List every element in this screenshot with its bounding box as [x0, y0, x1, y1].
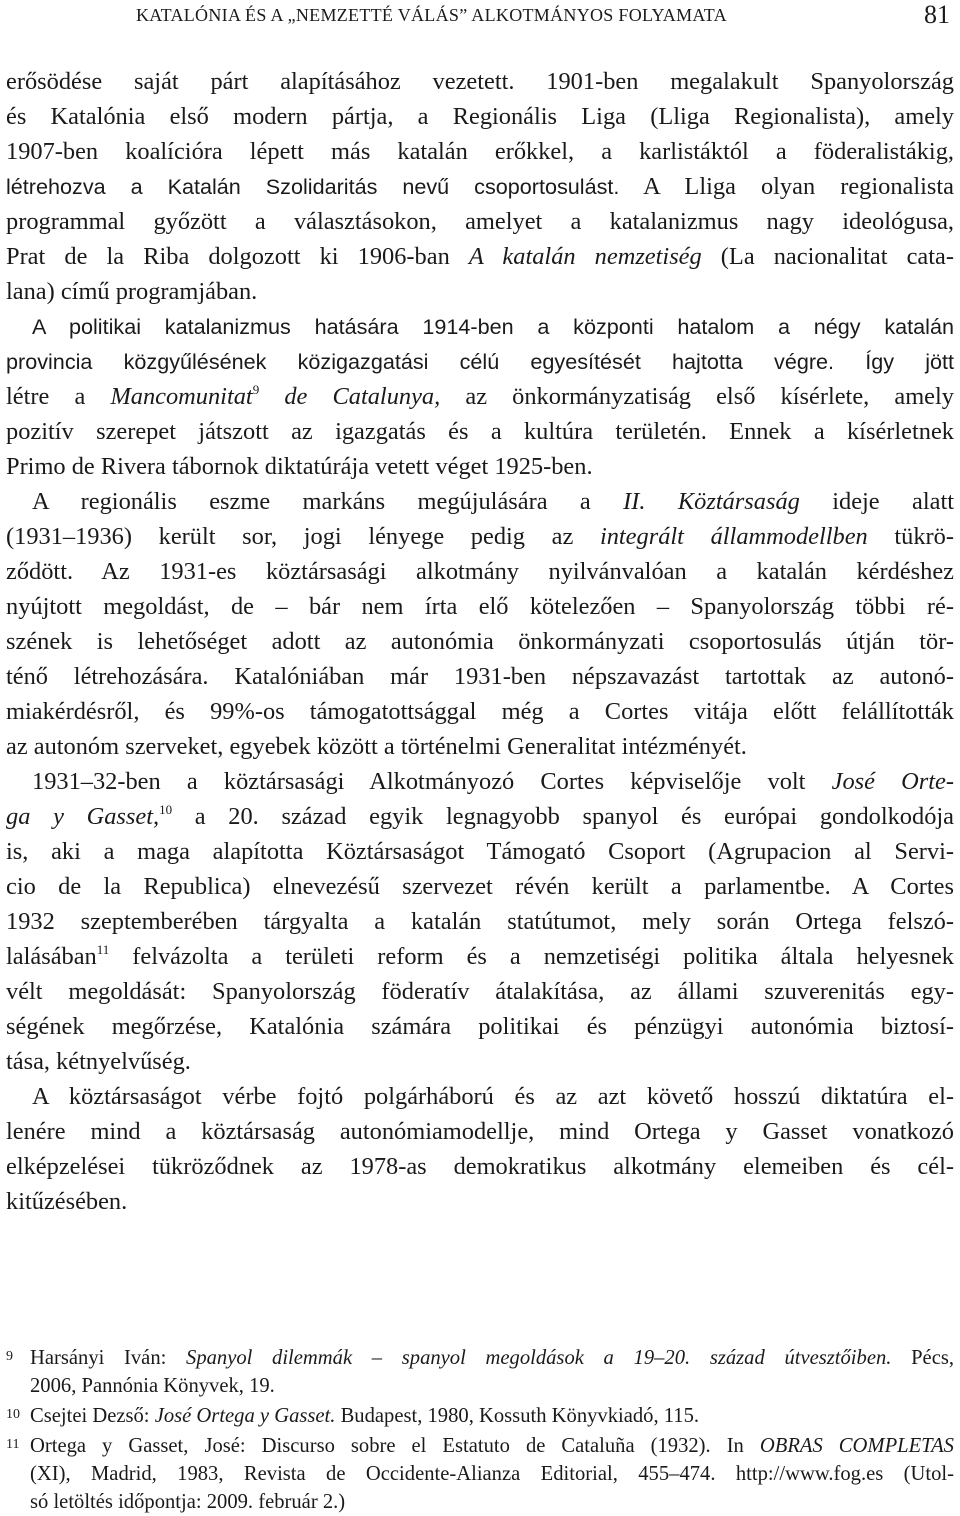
text-line: vélt megoldását: Spanyolország föderatív átalakítása, az állami szuverenitás egy-	[6, 978, 954, 1005]
text-segment: (XI), Madrid, 1983, Revista de Occidente-Alianza Editorial, 455–474. http://www.fog.es (Utol-	[30, 1463, 954, 1485]
text-line	[6, 171, 954, 203]
running-header	[0, 0, 960, 40]
text-line	[6, 766, 954, 798]
text-line: szének is lehetőséget adott az autonómia önkormányzati csoportosulás útján tör-	[6, 628, 954, 655]
text-segment: Prat de la Riba dolgozott ki 1906-ban	[6, 243, 469, 270]
page-number: 81	[924, 0, 950, 29]
italic-term: de Catalunya,	[259, 383, 441, 410]
text-segment: a 20. század egyik legnagyobb spanyol és európai gondolkodója	[172, 803, 954, 830]
text-line: ződött. Az 1931-es köztársasági alkotmány nyilvánvalóan a katalán kérdéshez	[6, 558, 954, 585]
footnote-10	[6, 1402, 954, 1430]
text-line: nyújtott megoldást, de – bár nem írta elő kötelezően – Spanyolország többi ré-	[6, 593, 954, 620]
text-segment: Budapest, 1980, Kossuth Könyvkiadó, 115.	[335, 1405, 700, 1427]
footnote-9-cont	[6, 1372, 954, 1400]
text-line	[6, 381, 954, 413]
text-line: Primo de Rivera tábornok diktatúrája vetett véget 1925-ben.	[6, 453, 593, 480]
text-line	[6, 941, 954, 973]
text-line: tása, kétnyelvűség.	[6, 1048, 191, 1075]
italic-term: OBRAS COMPLETAS	[759, 1435, 954, 1457]
text-segment: A regionális eszme markáns megújulására a	[32, 488, 624, 515]
text-segment: Pécs,	[891, 1347, 954, 1369]
footnote-number: 9	[6, 1349, 13, 1364]
footnote-ref: 11	[96, 942, 110, 957]
text-segment: A Lliga olyan regionalista	[619, 173, 954, 200]
text-line: pozitív szerepet játszott az igazgatás és a kultúra területén. Ennek a kísérletnek	[6, 418, 954, 445]
text-line: programmal győzött a választásokon, amelyet a katalanizmus nagy ideológusa,	[6, 208, 954, 235]
footnote-11-cont	[6, 1460, 954, 1488]
text-segment: (La nacionalitat cata-	[701, 243, 954, 270]
text-line	[6, 521, 954, 553]
text-line: is, aki a maga alapította Köztársaságot Támogató Csoport (Agrupacion al Servi-	[6, 838, 954, 865]
text-segment: (1931–1936) került sor, jogi lényege pedig az	[6, 523, 600, 550]
text-line: 1932 szeptemberében tárgyalta a katalán statútumot, mely során Ortega felszó-	[6, 908, 954, 935]
text-segment: az önkormányzatiság első kísérlete, amely	[440, 383, 954, 410]
italic-term: ga y Gasset,	[6, 803, 160, 830]
running-title: KATALÓNIA ÉS A „NEMZETTÉ VÁLÁS” ALKOTMÁNYOS FOLYAMATA	[136, 5, 727, 25]
footnote-9	[6, 1344, 954, 1372]
text-line	[6, 801, 954, 833]
text-line: lenére mind a köztársaság autonómiamodellje, mind Ortega y Gasset vonatkozó	[6, 1118, 954, 1145]
text-segment: ideje alatt	[799, 488, 954, 515]
footnote-11-cont	[6, 1488, 954, 1516]
text-line: A politikai katalanizmus hatására 1914-ben a központi hatalom a négy katalán	[32, 314, 954, 339]
footnote-ref: 10	[159, 802, 173, 817]
text-segment: 1931–32-ben a köztársasági Alkotmányozó Cortes képviselője volt	[32, 768, 832, 795]
text-line	[6, 241, 954, 273]
italic-term: II. Köztársaság	[623, 488, 800, 515]
text-segment: Ortega y Gasset, José: Discurso sobre el Estatuto de Cataluña (1932). In	[30, 1435, 760, 1457]
text-line: 1907-ben koalícióra lépett más katalán erőkkel, a karlistáktól a föderalistákig,	[6, 138, 954, 165]
text-line: A köztársaságot vérbe fojtó polgárháború és az azt követő hosszú diktatúra el-	[32, 1083, 954, 1110]
text-segment: létre a	[6, 383, 111, 410]
text-line	[6, 486, 954, 518]
italic-term: José Orte-	[831, 768, 954, 795]
text-segment: 2006, Pannónia Könyvek, 19.	[30, 1375, 275, 1397]
text-segment: lalásában	[6, 943, 97, 970]
text-segment: létrehozva a Katalán Szolidaritás nevű csoportosulást.	[6, 174, 620, 199]
text-segment: só letöltés időpontja: 2009. február 2.)	[30, 1491, 346, 1513]
text-line: lana) című programjában.	[6, 278, 258, 305]
text-segment: tükrö-	[867, 523, 954, 550]
text-line: erősödése saját párt alapításához vezetett. 1901-ben megalakult Spanyolország	[6, 68, 954, 95]
footnote-11	[6, 1432, 954, 1460]
text-line: ténő létrehozására. Katalóniában már 1931-ben népszavazást tartottak az autonó-	[6, 663, 954, 690]
italic-term: José Ortega y Gasset.	[154, 1405, 336, 1427]
footnote-number: 10	[6, 1407, 20, 1422]
text-segment: Csejtei Dezső:	[30, 1405, 155, 1427]
book-title: A katalán nemzetiség	[468, 243, 702, 270]
text-line: provincia közgyűlésének közigazgatási célú egyesítését hajtotta végre. Így jött	[6, 349, 954, 374]
text-line: kitűzésében.	[6, 1188, 128, 1215]
text-line: és Katalónia első modern pártja, a Regionális Liga (Lliga Regionalista), amely	[6, 103, 954, 130]
footnote-ref: 9	[252, 382, 260, 397]
text-line: cio de la Republica) elnevezésű szervezet révén került a parlamentbe. A Cortes	[6, 873, 954, 900]
footnote-number: 11	[6, 1437, 20, 1452]
italic-term: integrált állammodellben	[599, 523, 868, 550]
text-segment: Harsányi Iván:	[30, 1347, 187, 1369]
text-segment: felvázolta a területi reform és a nemzetiségi politika általa helyesnek	[109, 943, 954, 970]
text-line: miakérdésről, és 99%-os támogatottsággal még a Cortes vitája előtt felállították	[6, 698, 954, 725]
text-line: ségének megőrzése, Katalónia számára politikai és pénzügyi autonómia biztosí-	[6, 1013, 954, 1040]
text-line: az autonóm szerveket, egyebek között a történelmi Generalitat intézményét.	[6, 733, 747, 760]
italic-term: Mancomunitat	[110, 383, 253, 410]
text-line: elképzelései tükröződnek az 1978-as demokratikus alkotmány elemeiben és cél-	[6, 1153, 954, 1180]
italic-term: Spanyol dilemmák – spanyol megoldások a 19–20. század útvesztőiben.	[186, 1347, 892, 1369]
